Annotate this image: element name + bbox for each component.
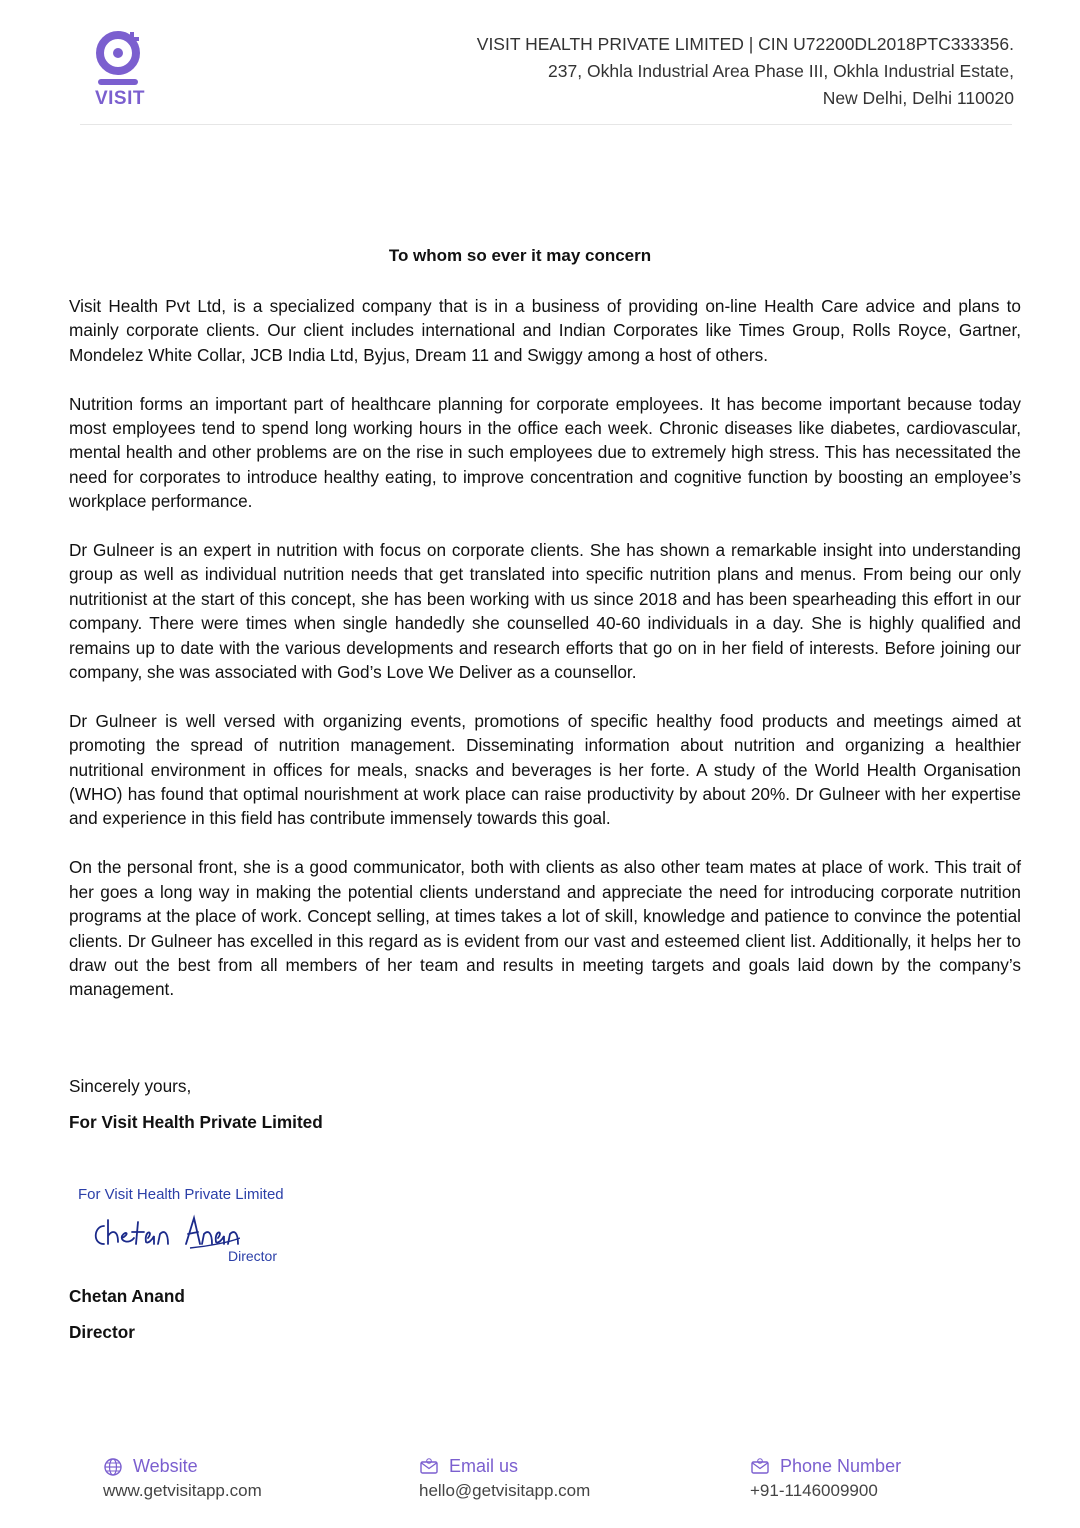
website-link[interactable]: www.getvisitapp.com xyxy=(103,1481,262,1500)
footer-website xyxy=(103,1456,262,1501)
signer-title: Director xyxy=(69,1322,135,1342)
footer xyxy=(0,1456,1080,1516)
website-label: Website xyxy=(133,1456,198,1476)
signature-stamp xyxy=(78,1186,298,1270)
envelope-icon xyxy=(750,1457,770,1477)
phone-label: Phone Number xyxy=(780,1456,902,1476)
globe-icon xyxy=(103,1457,123,1477)
signer-name: Chetan Anand xyxy=(69,1286,185,1306)
company-address-block xyxy=(477,31,1014,112)
letter-subject: To whom so ever it may concern xyxy=(388,246,652,265)
stamp-role-text: Director xyxy=(228,1248,278,1264)
paragraph: Visit Health Pvt Ltd, is a specialized company that is in a business of providing on-line Health Care advice and plans to mainly corporate clients. Our client includes international and Indian Corporates like Times Group, Rolls Royce, Gartner, Mondelez White Collar, JCB India Ltd, Byjus, Dream 11 and Swiggy among a host of others. xyxy=(69,296,1021,365)
closing-salutation: Sincerely yours, xyxy=(69,1076,192,1096)
logo-wordmark: VISIT xyxy=(94,88,145,109)
city-line: New Delhi, Delhi 110020 xyxy=(822,88,1014,108)
header-divider xyxy=(80,124,1012,125)
email-label: Email us xyxy=(449,1456,519,1476)
footer-phone xyxy=(750,1456,901,1501)
email-link[interactable]: hello@getvisitapp.com xyxy=(419,1481,591,1500)
stamp-company-text: For Visit Health Private Limited xyxy=(78,1186,284,1203)
company-logo xyxy=(92,28,148,108)
envelope-icon xyxy=(419,1457,439,1477)
address-line: 237, Okhla Industrial Area Phase III, Okhla Industrial Estate, xyxy=(548,61,1014,81)
paragraph: Nutrition forms an important part of healthcare planning for corporate employees. It has become important because today most employees tend to spend long working hours in the office each week. Chronic diseases like diabetes, cardiovascular, mental health and other problems are on the rise in such employees due to extremely high stress. This has necessitated the need for corporates to introduce healthy eating, to improve concentration and cognitive function by boosting an employee’s workplace performance. xyxy=(69,393,1021,512)
paragraph: On the personal front, she is a good communicator, both with clients as also other team mates at place of work. This trait of her goes a long way in making the potential clients understand and appreciate the need for introducing corporate nutrition programs at the place of work. Concept selling, at times takes a lot of skill, knowledge and patience to convince the potential clients. Dr Gulneer has excelled in this regard as is evident from our vast and esteemed client list. Additionally, it helps her to draw out the best from all members of her team and results in meeting targets and goals laid down by the company’s management. xyxy=(69,857,1021,1000)
footer-email xyxy=(419,1456,590,1501)
paragraph: Dr Gulneer is well versed with organizing events, promotions of specific healthy food products and meetings aimed at promoting the spread of nutrition management. Disseminating information about nutrition and organizing a healthier nutritional environment in offices for meals, snacks and beverages is her forte. A study of the World Health Organisation (WHO) has found that optimal nourishment at work place can raise productivity by about 20%. Dr Gulneer with her expertise and experience in this field has contribute immensely towards this goal. xyxy=(69,710,1021,829)
company-name-line: VISIT HEALTH PRIVATE LIMITED | CIN U72200DL2018PTC333356. xyxy=(476,34,1014,54)
paragraph: Dr Gulneer is an expert in nutrition with focus on corporate clients. She has shown a remarkable insight into understanding group as well as individual nutrition needs that get translated into specific nutrition plans and menus. From being our only nutritionist at the start of this concept, she has been working with us since 2018 and has been spearheading this effort in our company. There were times when single handedly she counselled 40-60 individuals in a day. She is highly qualified and remains up to date with the various developments and research efforts that go on in her field of interests. Before joining our company, she was associated with God’s Love We Deliver as a counsellor. xyxy=(69,540,1021,683)
for-company-line: For Visit Health Private Limited xyxy=(69,1112,323,1132)
visit-logo-icon xyxy=(92,28,148,88)
handwritten-signature xyxy=(90,1212,240,1252)
phone-link[interactable]: +91-1146009900 xyxy=(750,1481,878,1500)
letter-body xyxy=(69,294,1021,1026)
